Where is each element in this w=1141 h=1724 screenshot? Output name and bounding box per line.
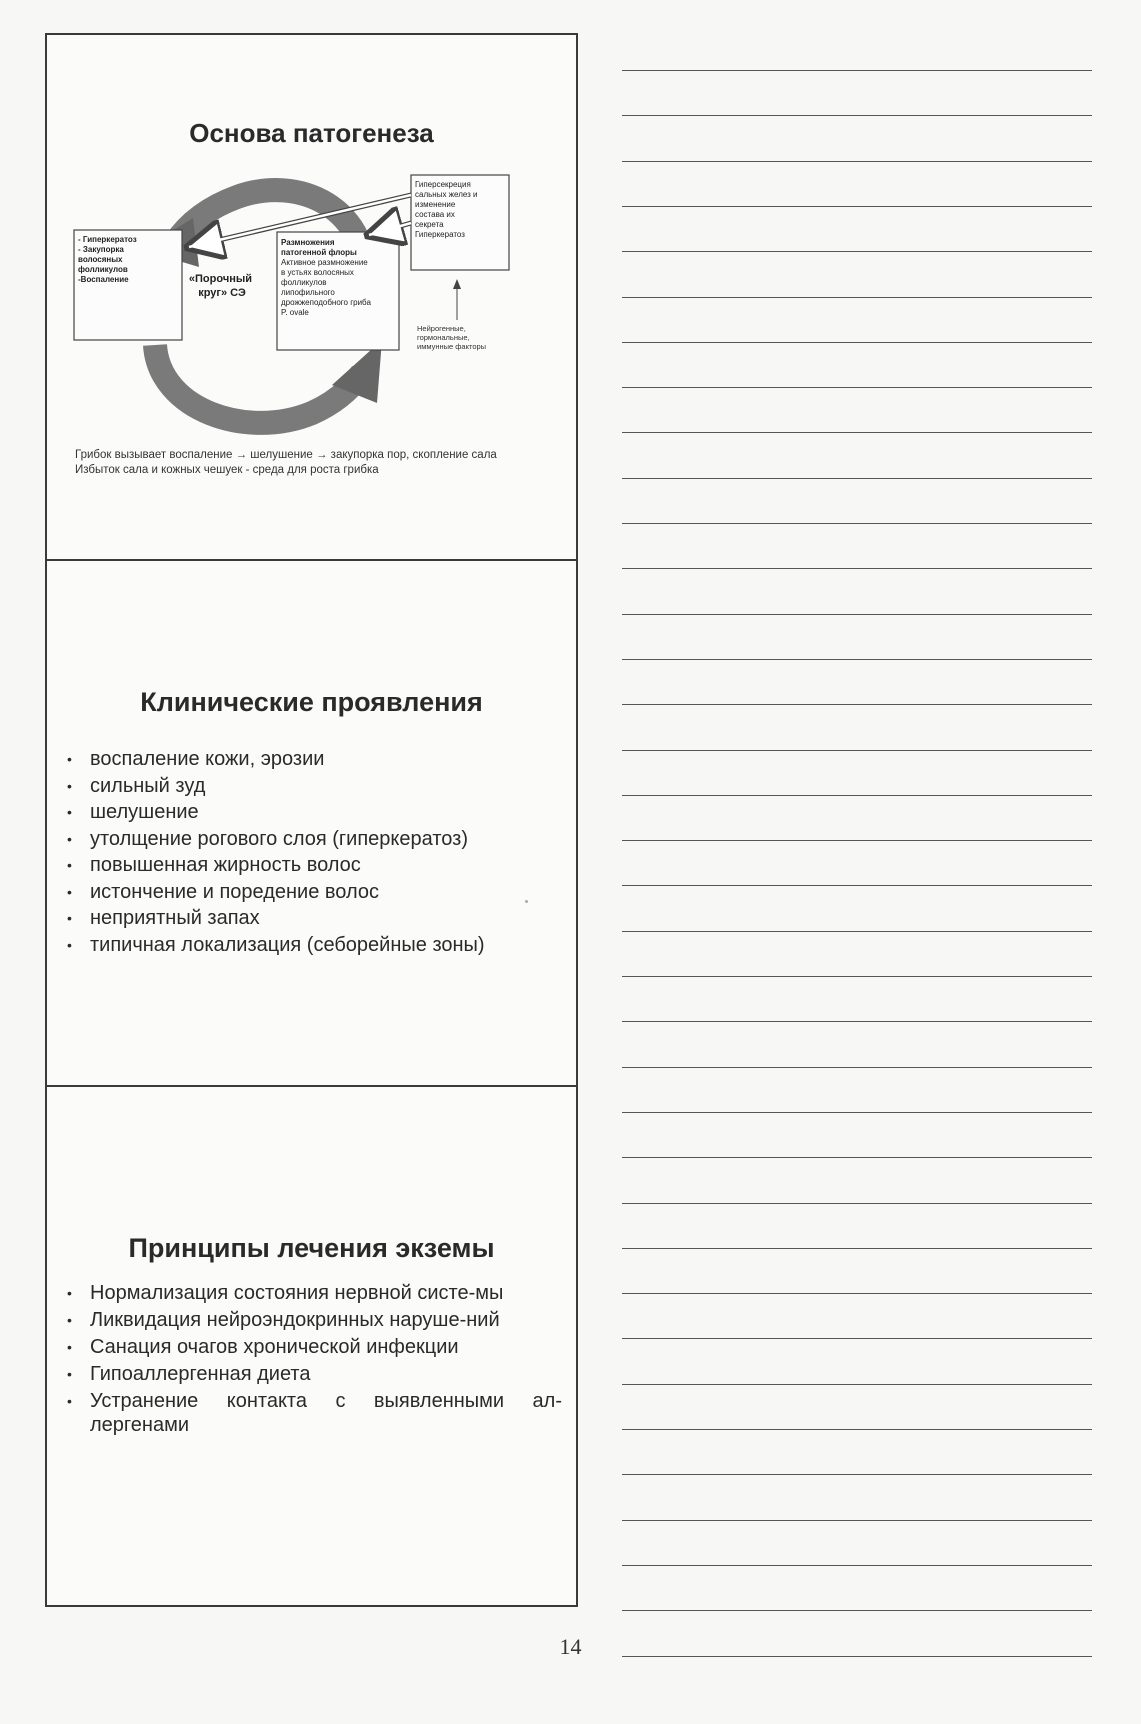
bullet-icon: • [67, 910, 72, 926]
note-line [622, 659, 1092, 660]
note-line [622, 1157, 1092, 1158]
pathogenesis-summary [75, 448, 575, 478]
list-item: • Ликвидация нейроэндокринных наруше-ний [67, 1309, 500, 1331]
note-line [622, 614, 1092, 615]
list-item: • шелушение [62, 799, 567, 826]
list-item: • типичная локализация (себорейные зоны) [62, 932, 567, 959]
vicious-circle-label: «Порочный круг» СЭ [188, 273, 253, 299]
slide-title: Клинические проявления [140, 687, 483, 717]
note-line [622, 931, 1092, 932]
note-line [622, 1338, 1092, 1339]
clinical-list [62, 746, 567, 958]
bullet-icon: • [67, 883, 72, 900]
bullet-icon: • [67, 1339, 72, 1355]
bullet-icon: • [67, 1366, 72, 1382]
bullet-icon: • [67, 751, 72, 767]
note-line [622, 161, 1092, 162]
slide-title: Основа патогенеза [189, 118, 434, 148]
left-box-text: - Гиперкератоз - Закупорка волосяных фолликулов -Воспаление [78, 235, 137, 284]
bullet-icon: • [67, 804, 72, 820]
middle-box-text: Размножения патогенной флоры Активное размножение в устьях волосяных фолликулов липофильного дрожжеподобного гриба P. ovale [281, 238, 371, 317]
note-line [622, 704, 1092, 705]
list-item: • повышенная жирность волос [62, 852, 567, 879]
list-item: • Санация очагов хронической инфекции [67, 1336, 459, 1358]
factors-text: Нейрогенные, гормональные, иммунные факторы [417, 324, 487, 351]
print-speck [525, 900, 528, 903]
note-line [622, 115, 1092, 116]
summary-line: Избыток сала и кожных чешуек - среда для роста грибка [75, 464, 379, 476]
note-line [622, 1112, 1092, 1113]
bullet-icon: • [67, 1393, 72, 1409]
list-item: • утолщение рогового слоя (гиперкератоз) [62, 826, 567, 853]
note-line [622, 387, 1092, 388]
note-line [622, 1610, 1092, 1611]
note-line [622, 206, 1092, 207]
note-line [622, 1520, 1092, 1521]
list-item: • сильный зуд [62, 773, 567, 800]
slide-clinical [47, 561, 576, 1087]
bullet-icon: • [67, 777, 72, 794]
bullet-icon: • [67, 1312, 72, 1328]
page-number: 14 [559, 1634, 582, 1659]
treatment-list [62, 1281, 562, 1440]
slide-pathogenesis [47, 35, 576, 561]
note-line [622, 70, 1092, 71]
note-line [622, 478, 1092, 479]
note-line [622, 885, 1092, 886]
list-item: • воспаление кожи, эрозии [62, 746, 567, 773]
note-line [622, 297, 1092, 298]
note-line [622, 568, 1092, 569]
bullet-icon: • [67, 936, 72, 953]
pathogenesis-diagram [47, 155, 580, 445]
slide-treatment [47, 1087, 576, 1605]
note-line [622, 976, 1092, 977]
note-line [622, 1384, 1092, 1385]
note-line [622, 1474, 1092, 1475]
note-line [622, 795, 1092, 796]
right-box-text: Гиперсекреция сальных желез и изменение состава их секрета Гиперкератоз [415, 180, 478, 239]
summary-line: Грибок вызывает воспаление → шелушение → закупорка пор, скопление сала [75, 449, 497, 461]
list-item: • неприятный запах [62, 905, 567, 932]
bullet-icon: • [67, 830, 72, 847]
note-line [622, 432, 1092, 433]
note-line [622, 1021, 1092, 1022]
slides-column [45, 33, 578, 1607]
note-line [622, 750, 1092, 751]
note-line [622, 1203, 1092, 1204]
bullet-icon: • [67, 857, 72, 873]
slide-title: Принципы лечения экземы [128, 1233, 495, 1263]
list-item: • Гипоаллергенная диета [67, 1363, 311, 1385]
note-line [622, 1565, 1092, 1566]
bullet-icon: • [67, 1285, 72, 1301]
cycle-arrow-bottom [155, 345, 362, 423]
list-item: • Устранение контакта с выявленными ал-лергенами [67, 1390, 562, 1436]
note-line [622, 523, 1092, 524]
note-line [622, 1248, 1092, 1249]
list-item: • Нормализация состояния нервной систе-мы [67, 1282, 504, 1304]
note-line [622, 1067, 1092, 1068]
note-line [622, 1429, 1092, 1430]
note-line [622, 1293, 1092, 1294]
note-line [622, 840, 1092, 841]
note-line [622, 251, 1092, 252]
list-item: • истончение и поредение волос [62, 879, 567, 906]
note-line [622, 342, 1092, 343]
